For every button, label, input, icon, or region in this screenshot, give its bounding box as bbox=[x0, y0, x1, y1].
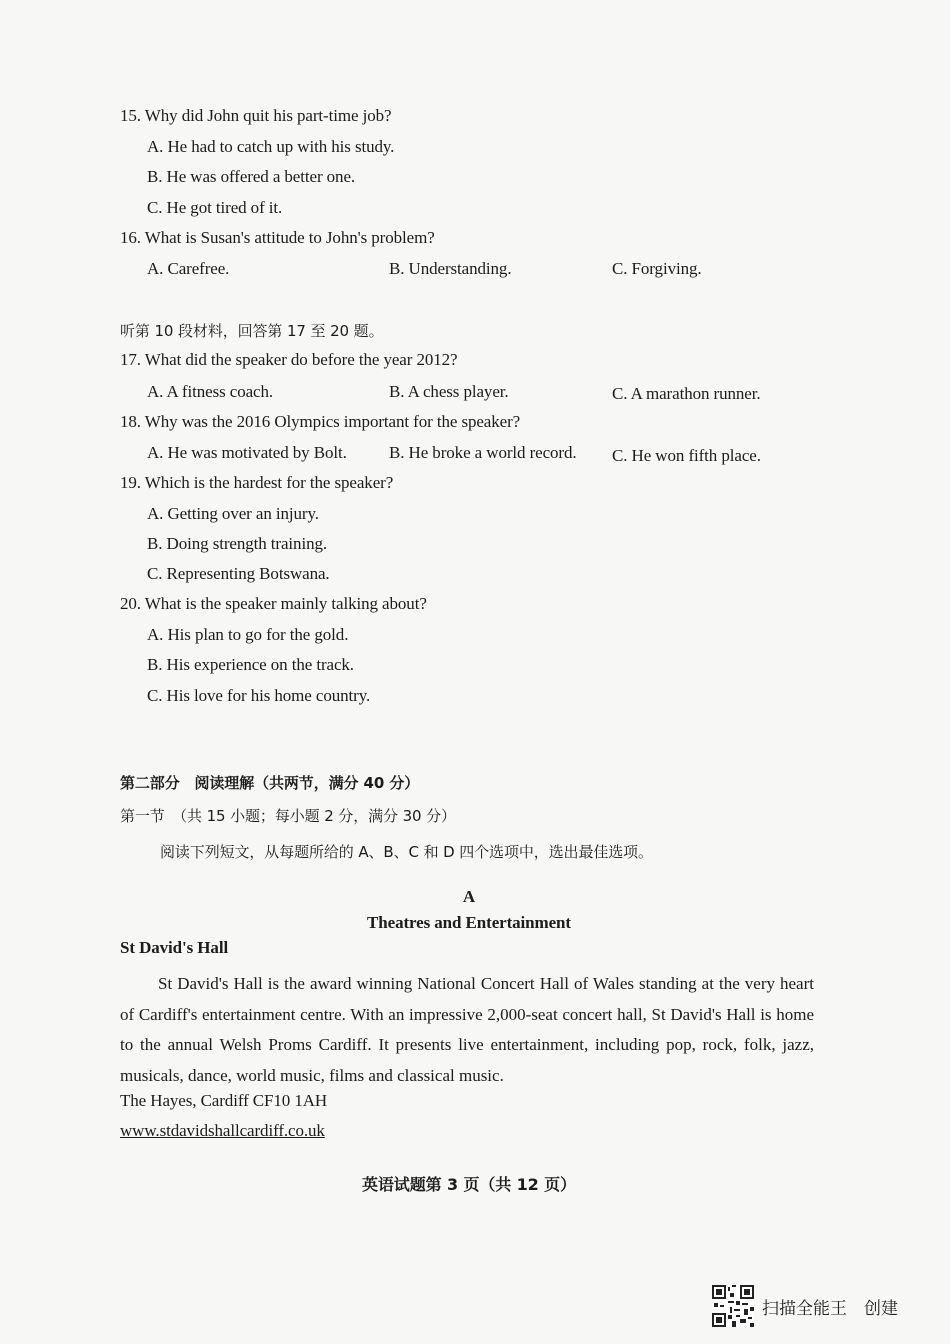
venue-description bbox=[120, 969, 814, 1091]
option-17b: B. A chess player. bbox=[389, 382, 509, 401]
venue-url-link[interactable]: www.stdavidshallcardiff.co.uk bbox=[120, 1121, 325, 1140]
question-16: 16. What is Susan's attitude to John's problem? bbox=[120, 228, 435, 247]
option-17a: A. A fitness coach. bbox=[147, 382, 274, 401]
section-10-instruction: 听第 10 段材料，回答第 17 至 20 题。 bbox=[120, 322, 384, 340]
question-20: 20. What is the speaker mainly talking about? bbox=[120, 594, 427, 613]
watermark-text: 扫描全能王 创建 bbox=[762, 1298, 898, 1319]
option-17c: C. A marathon runner. bbox=[612, 384, 761, 403]
option-16a: A. Carefree. bbox=[147, 259, 230, 278]
passage-letter: A bbox=[462, 887, 476, 906]
option-15a: A. He had to catch up with his study. bbox=[147, 137, 395, 156]
venue-description-text: St David's Hall is the award winning National Concert Hall of Wales standing at the very heart of Cardiff's entertainment centre. With an impressive 2,000-seat concert hall, St David's Hall is home to the annual Welsh Proms Cardiff. It presents live entertainment, including pop, rock, folk, jazz, musicals, dance, world music, films and classical music. bbox=[120, 974, 814, 1085]
option-20a: A. His plan to go for the gold. bbox=[147, 625, 349, 644]
question-17: 17. What did the speaker do before the year 2012? bbox=[120, 350, 458, 369]
option-19c: C. Representing Botswana. bbox=[147, 564, 330, 583]
option-19b: B. Doing strength training. bbox=[147, 534, 328, 553]
venue-address: The Hayes, Cardiff CF10 1AH bbox=[120, 1091, 328, 1110]
venue-url-wrapper bbox=[120, 1121, 325, 1141]
option-19a: A. Getting over an injury. bbox=[147, 504, 319, 523]
part-2-heading: 第二部分 阅读理解（共两节，满分 40 分） bbox=[120, 774, 420, 792]
passage-title: Theatres and Entertainment bbox=[367, 913, 571, 932]
option-20b: B. His experience on the track. bbox=[147, 655, 354, 674]
option-16b: B. Understanding. bbox=[389, 259, 512, 278]
question-18: 18. Why was the 2016 Olympics important for the speaker? bbox=[120, 412, 521, 431]
scanner-watermark bbox=[712, 1284, 898, 1328]
page-footer: 英语试题第 3 页（共 12 页） bbox=[362, 1175, 576, 1194]
option-15c: C. He got tired of it. bbox=[147, 198, 283, 217]
option-18c: C. He won fifth place. bbox=[612, 446, 761, 465]
option-15b: B. He was offered a better one. bbox=[147, 167, 356, 186]
option-16c: C. Forgiving. bbox=[612, 259, 702, 278]
question-19: 19. Which is the hardest for the speaker? bbox=[120, 473, 394, 492]
venue-name: St David's Hall bbox=[120, 938, 229, 957]
option-20c: C. His love for his home country. bbox=[147, 686, 371, 705]
reading-instruction: 阅读下列短文，从每题所给的 A、B、C 和 D 四个选项中，选出最佳选项。 bbox=[160, 843, 653, 861]
section-1-heading: 第一节 （共 15 小题；每小题 2 分，满分 30 分） bbox=[120, 807, 456, 825]
option-18b: B. He broke a world record. bbox=[389, 443, 577, 462]
qr-code-icon bbox=[712, 1285, 754, 1327]
option-18a: A. He was motivated by Bolt. bbox=[147, 443, 347, 462]
question-15: 15. Why did John quit his part-time job? bbox=[120, 106, 392, 125]
